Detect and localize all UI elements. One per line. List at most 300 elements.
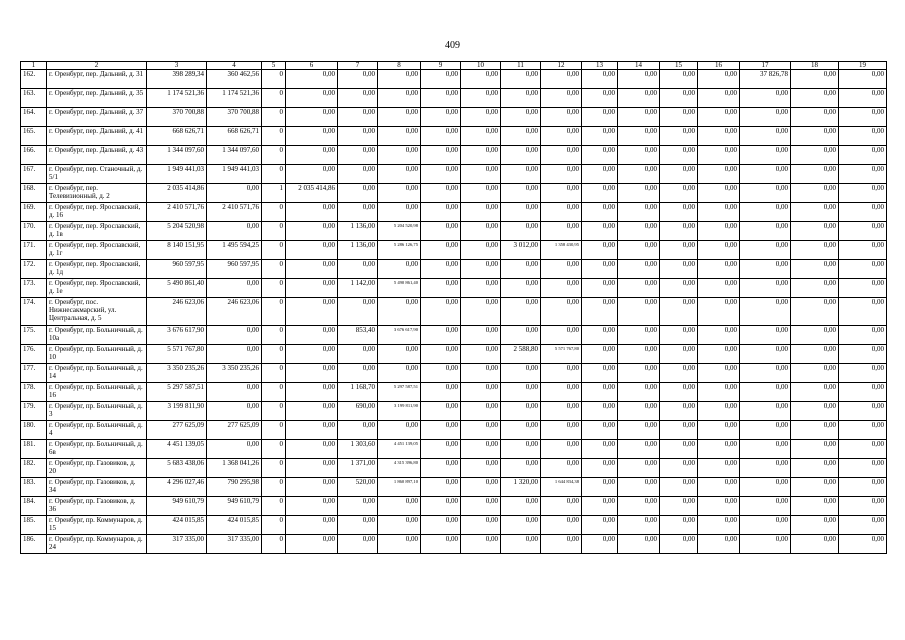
value-cell: 0,00 (618, 165, 660, 184)
row-number: 165. (21, 127, 47, 146)
row-number: 162. (21, 70, 47, 89)
column-number: 10 (461, 62, 501, 70)
value-cell: 0,00 (698, 364, 740, 383)
row-number: 176. (21, 345, 47, 364)
value-cell: 0,00 (839, 165, 887, 184)
value-cell: 0,00 (618, 241, 660, 260)
address-cell: г. Оренбург, пр. Больничный, д. 4 (47, 421, 147, 440)
value-cell: 0,00 (461, 184, 501, 203)
value-cell: 0,00 (541, 402, 582, 421)
column-number: 8 (378, 62, 421, 70)
column-number: 13 (582, 62, 618, 70)
value-cell: 0,00 (378, 184, 421, 203)
value-cell: 0,00 (207, 222, 262, 241)
value-cell: 3 676 617,90 (147, 326, 207, 345)
value-cell: 0,00 (582, 89, 618, 108)
value-cell: 0,00 (378, 497, 421, 516)
table-row (21, 497, 887, 516)
value-cell: 0,00 (660, 345, 698, 364)
address-cell: г. Оренбург, пр. Больничный, д. 10а (47, 326, 147, 345)
value-cell: 0,00 (740, 345, 791, 364)
value-cell: 0,00 (501, 383, 541, 402)
column-number: 19 (839, 62, 887, 70)
row-number: 171. (21, 241, 47, 260)
address-cell: г. Оренбург, пос. Нижнесакмарский, ул. Центральная, д. 5 (47, 298, 147, 326)
row-number: 177. (21, 364, 47, 383)
value-cell: 0,00 (461, 165, 501, 184)
value-cell: 1 136,00 (338, 241, 378, 260)
value-cell: 0,00 (660, 383, 698, 402)
value-cell: 5 571 767,80 (541, 345, 582, 364)
value-cell: 0,00 (378, 298, 421, 326)
value-cell: 0,00 (618, 89, 660, 108)
column-number: 11 (501, 62, 541, 70)
column-number: 18 (791, 62, 839, 70)
row-number: 186. (21, 535, 47, 554)
value-cell: 668 626,71 (207, 127, 262, 146)
value-cell: 0,00 (582, 108, 618, 127)
value-cell: 0,00 (541, 184, 582, 203)
value-cell: 0,00 (698, 222, 740, 241)
value-cell: 0,00 (740, 440, 791, 459)
value-cell: 0 (262, 222, 286, 241)
value-cell: 0,00 (660, 478, 698, 497)
value-cell: 0,00 (207, 383, 262, 402)
value-cell: 0,00 (582, 402, 618, 421)
value-cell: 0,00 (286, 279, 338, 298)
value-cell: 0,00 (791, 279, 839, 298)
value-cell: 0,00 (618, 478, 660, 497)
value-cell: 0,00 (541, 146, 582, 165)
value-cell: 0,00 (582, 146, 618, 165)
value-cell: 0,00 (698, 497, 740, 516)
value-cell: 0,00 (338, 184, 378, 203)
value-cell: 0,00 (541, 89, 582, 108)
value-cell: 0,00 (740, 184, 791, 203)
value-cell: 2 035 414,86 (286, 184, 338, 203)
address-cell: г. Оренбург, пр. Больничный, д. 10 (47, 345, 147, 364)
value-cell: 0,00 (740, 516, 791, 535)
value-cell: 0,00 (660, 364, 698, 383)
value-cell: 0,00 (582, 516, 618, 535)
row-number: 173. (21, 279, 47, 298)
value-cell: 0,00 (839, 279, 887, 298)
value-cell: 4 315 396,80 (378, 459, 421, 478)
value-cell: 0,00 (378, 260, 421, 279)
value-cell: 0,00 (698, 146, 740, 165)
value-cell: 0,00 (839, 127, 887, 146)
value-cell: 0 (262, 70, 286, 89)
address-cell: г. Оренбург, пер. Ярославский, д. 1в (47, 222, 147, 241)
value-cell: 1 174 521,36 (207, 89, 262, 108)
column-number: 16 (698, 62, 740, 70)
table-row (21, 222, 887, 241)
value-cell: 1 344 097,60 (207, 146, 262, 165)
value-cell: 0,00 (421, 260, 461, 279)
value-cell: 0,00 (618, 279, 660, 298)
value-cell: 0,00 (286, 165, 338, 184)
value-cell: 0,00 (618, 459, 660, 478)
value-cell: 1 320,00 (501, 478, 541, 497)
value-cell: 0,00 (791, 89, 839, 108)
value-cell: 0,00 (582, 364, 618, 383)
value-cell: 0,00 (618, 345, 660, 364)
value-cell: 0,00 (698, 184, 740, 203)
value-cell: 0,00 (839, 535, 887, 554)
value-cell: 0,00 (582, 70, 618, 89)
value-cell: 0,00 (461, 402, 501, 421)
value-cell: 0,00 (740, 497, 791, 516)
value-cell: 0,00 (618, 260, 660, 279)
value-cell: 0,00 (421, 279, 461, 298)
value-cell: 0,00 (791, 108, 839, 127)
value-cell: 0,00 (660, 89, 698, 108)
value-cell: 0,00 (839, 478, 887, 497)
value-cell: 0,00 (501, 440, 541, 459)
value-cell: 0,00 (660, 241, 698, 260)
address-cell: г. Оренбург, пер. Дальний, д. 41 (47, 127, 147, 146)
value-cell: 0,00 (501, 298, 541, 326)
value-cell: 0,00 (501, 108, 541, 127)
value-cell: 0,00 (839, 364, 887, 383)
value-cell: 0,00 (286, 535, 338, 554)
value-cell: 0,00 (338, 165, 378, 184)
value-cell: 0 (262, 497, 286, 516)
value-cell: 0,00 (618, 383, 660, 402)
address-cell: г. Оренбург, пер. Дальний, д. 37 (47, 108, 147, 127)
table-row (21, 421, 887, 440)
value-cell: 0 (262, 298, 286, 326)
value-cell: 1 168,70 (338, 383, 378, 402)
value-cell: 0,00 (378, 165, 421, 184)
value-cell: 0,00 (740, 326, 791, 345)
value-cell: 5 204 520,98 (378, 222, 421, 241)
value-cell: 0,00 (461, 535, 501, 554)
value-cell: 0,00 (791, 345, 839, 364)
address-cell: г. Оренбург, пр. Коммунаров, д. 15 (47, 516, 147, 535)
value-cell: 0,00 (582, 345, 618, 364)
value-cell: 0,00 (501, 402, 541, 421)
value-cell: 37 826,78 (740, 70, 791, 89)
value-cell: 0,00 (421, 70, 461, 89)
value-cell: 0,00 (421, 184, 461, 203)
address-cell: г. Оренбург, пер. Дальний, д. 43 (47, 146, 147, 165)
value-cell: 0,00 (541, 279, 582, 298)
value-cell: 949 610,79 (207, 497, 262, 516)
value-cell: 0,00 (740, 241, 791, 260)
value-cell: 0,00 (421, 383, 461, 402)
value-cell: 0,00 (618, 222, 660, 241)
value-cell: 1 142,00 (338, 279, 378, 298)
value-cell: 4 451 139,05 (378, 440, 421, 459)
value-cell: 370 700,88 (147, 108, 207, 127)
value-cell: 0,00 (338, 364, 378, 383)
value-cell: 0,00 (618, 440, 660, 459)
value-cell: 0,00 (286, 70, 338, 89)
value-cell: 0,00 (501, 326, 541, 345)
value-cell: 0,00 (791, 516, 839, 535)
value-cell: 0,00 (660, 108, 698, 127)
value-cell: 0,00 (421, 108, 461, 127)
address-cell: г. Оренбург, пр. Газовиков, д. 36 (47, 497, 147, 516)
value-cell: 1 358 430,95 (541, 241, 582, 260)
value-cell: 0,00 (740, 478, 791, 497)
table-row (21, 516, 887, 535)
value-cell: 0,00 (541, 459, 582, 478)
value-cell: 0,00 (660, 298, 698, 326)
value-cell: 0,00 (839, 222, 887, 241)
value-cell: 3 350 235,26 (207, 364, 262, 383)
value-cell: 0,00 (461, 364, 501, 383)
value-cell: 0,00 (740, 298, 791, 326)
value-cell: 0,00 (461, 440, 501, 459)
table-row (21, 402, 887, 421)
value-cell: 0,00 (338, 497, 378, 516)
table-row (21, 127, 887, 146)
value-cell: 0,00 (338, 516, 378, 535)
value-cell: 0,00 (421, 241, 461, 260)
value-cell: 0,00 (378, 345, 421, 364)
value-cell: 0,00 (421, 535, 461, 554)
value-cell: 0,00 (286, 127, 338, 146)
value-cell: 1 174 521,36 (147, 89, 207, 108)
value-cell: 0,00 (421, 146, 461, 165)
address-cell: г. Оренбург, пр. Больничный, д. 14 (47, 364, 147, 383)
value-cell: 0,00 (791, 459, 839, 478)
value-cell: 5 297 587,51 (378, 383, 421, 402)
value-cell: 0,00 (660, 421, 698, 440)
value-cell: 0,00 (791, 241, 839, 260)
value-cell: 0,00 (698, 260, 740, 279)
value-cell: 0,00 (501, 127, 541, 146)
value-cell: 0,00 (461, 421, 501, 440)
address-cell: г. Оренбург, пр. Больничный, д. 3 (47, 402, 147, 421)
address-cell: г. Оренбург, пр. Больничный, д. 16 (47, 383, 147, 402)
value-cell: 0,00 (740, 402, 791, 421)
value-cell: 0,00 (740, 383, 791, 402)
value-cell: 0,00 (541, 497, 582, 516)
row-number: 168. (21, 184, 47, 203)
value-cell: 0,00 (421, 497, 461, 516)
value-cell: 0,00 (207, 440, 262, 459)
value-cell: 5 683 438,06 (147, 459, 207, 478)
value-cell: 0,00 (791, 127, 839, 146)
address-cell: г. Оренбург, пер. Станочный, д. 5/1 (47, 165, 147, 184)
column-number: 2 (47, 62, 147, 70)
value-cell: 0,00 (286, 345, 338, 364)
value-cell: 0,00 (740, 89, 791, 108)
value-cell: 0,00 (378, 364, 421, 383)
value-cell: 0,00 (378, 535, 421, 554)
row-number: 167. (21, 165, 47, 184)
value-cell: 0 (262, 364, 286, 383)
value-cell: 690,00 (338, 402, 378, 421)
table-row (21, 535, 887, 554)
row-number: 183. (21, 478, 47, 497)
value-cell: 0,00 (740, 279, 791, 298)
value-cell: 0,00 (501, 89, 541, 108)
table-row (21, 241, 887, 260)
value-cell: 0,00 (582, 459, 618, 478)
value-cell: 0,00 (421, 89, 461, 108)
value-cell: 668 626,71 (147, 127, 207, 146)
value-cell: 1 368 041,26 (207, 459, 262, 478)
value-cell: 0,00 (791, 222, 839, 241)
value-cell: 0,00 (791, 402, 839, 421)
value-cell: 0,00 (618, 364, 660, 383)
value-cell: 0,00 (501, 535, 541, 554)
value-cell: 0,00 (660, 146, 698, 165)
value-cell: 1 303,60 (338, 440, 378, 459)
value-cell: 0,00 (791, 535, 839, 554)
value-cell: 0,00 (501, 146, 541, 165)
value-cell: 3 199 811,90 (147, 402, 207, 421)
table-row (21, 364, 887, 383)
value-cell: 0,00 (618, 516, 660, 535)
table-row (21, 184, 887, 203)
value-cell: 0,00 (791, 383, 839, 402)
value-cell: 0,00 (286, 497, 338, 516)
row-number: 163. (21, 89, 47, 108)
value-cell: 2 410 571,76 (207, 203, 262, 222)
value-cell: 0,00 (660, 516, 698, 535)
value-cell: 0,00 (501, 222, 541, 241)
address-cell: г. Оренбург, пер. Дальний, д. 31 (47, 70, 147, 89)
value-cell: 0 (262, 203, 286, 222)
row-number: 185. (21, 516, 47, 535)
row-number: 164. (21, 108, 47, 127)
value-cell: 0,00 (839, 184, 887, 203)
value-cell: 0,00 (338, 146, 378, 165)
value-cell: 0,00 (791, 146, 839, 165)
value-cell: 0,00 (839, 241, 887, 260)
value-cell: 0,00 (791, 497, 839, 516)
table-row (21, 108, 887, 127)
column-number: 3 (147, 62, 207, 70)
value-cell: 0,00 (461, 497, 501, 516)
table-row (21, 345, 887, 364)
value-cell: 0,00 (791, 70, 839, 89)
value-cell: 0,00 (461, 127, 501, 146)
value-cell: 0,00 (839, 402, 887, 421)
row-number: 174. (21, 298, 47, 326)
value-cell: 0,00 (541, 108, 582, 127)
value-cell: 0,00 (660, 260, 698, 279)
value-cell: 0,00 (698, 326, 740, 345)
table-row (21, 478, 887, 497)
value-cell: 0,00 (461, 260, 501, 279)
value-cell: 0,00 (660, 70, 698, 89)
value-cell: 0,00 (660, 184, 698, 203)
value-cell: 0,00 (207, 279, 262, 298)
address-cell: г. Оренбург, пр. Газовиков, д. 20 (47, 459, 147, 478)
value-cell: 0,00 (461, 89, 501, 108)
column-number: 6 (286, 62, 338, 70)
value-cell: 0,00 (286, 459, 338, 478)
value-cell: 0,00 (839, 516, 887, 535)
table-row (21, 298, 887, 326)
value-cell: 0,00 (286, 478, 338, 497)
value-cell: 0,00 (740, 364, 791, 383)
value-cell: 0,00 (338, 298, 378, 326)
value-cell: 0 (262, 127, 286, 146)
value-cell: 0,00 (338, 127, 378, 146)
value-cell: 0,00 (618, 184, 660, 203)
value-cell: 0,00 (698, 478, 740, 497)
value-cell: 398 289,34 (147, 70, 207, 89)
column-number: 14 (618, 62, 660, 70)
value-cell: 0,00 (791, 364, 839, 383)
address-cell: г. Оренбург, пр. Коммунаров, д. 24 (47, 535, 147, 554)
value-cell: 0,00 (839, 70, 887, 89)
value-cell: 0,00 (286, 421, 338, 440)
value-cell: 2 035 414,86 (147, 184, 207, 203)
value-cell: 0,00 (421, 345, 461, 364)
value-cell: 3 199 811,90 (378, 402, 421, 421)
address-cell: г. Оренбург, пер. Ярославский, д. 1е (47, 279, 147, 298)
value-cell: 0 (262, 516, 286, 535)
value-cell: 0,00 (839, 440, 887, 459)
value-cell: 0,00 (660, 165, 698, 184)
column-number: 9 (421, 62, 461, 70)
value-cell: 0,00 (618, 421, 660, 440)
address-cell: г. Оренбург, пер. Телевизионный, д. 2 (47, 184, 147, 203)
value-cell: 317 335,00 (207, 535, 262, 554)
value-cell: 0,00 (286, 326, 338, 345)
value-cell: 0,00 (286, 222, 338, 241)
value-cell: 0,00 (501, 364, 541, 383)
value-cell: 0 (262, 345, 286, 364)
column-number: 1 (21, 62, 47, 70)
value-cell: 0,00 (461, 241, 501, 260)
value-cell: 0,00 (541, 203, 582, 222)
address-cell: г. Оренбург, пр. Больничный, д. 6в (47, 440, 147, 459)
value-cell: 0,00 (698, 383, 740, 402)
value-cell: 0,00 (541, 421, 582, 440)
value-cell: 0,00 (461, 383, 501, 402)
column-number-row (21, 62, 887, 70)
value-cell: 0,00 (541, 326, 582, 345)
value-cell: 0,00 (839, 383, 887, 402)
value-cell: 0,00 (378, 146, 421, 165)
value-cell: 0,00 (541, 222, 582, 241)
value-cell: 277 625,09 (147, 421, 207, 440)
value-cell: 0 (262, 383, 286, 402)
value-cell: 0,00 (286, 260, 338, 279)
value-cell: 0,00 (501, 421, 541, 440)
address-cell: г. Оренбург, пр. Газовиков, д. 34 (47, 478, 147, 497)
value-cell: 1 949 441,03 (147, 165, 207, 184)
value-cell: 2 410 571,76 (147, 203, 207, 222)
value-cell: 0,00 (618, 146, 660, 165)
value-cell: 0,00 (582, 326, 618, 345)
value-cell: 0,00 (698, 459, 740, 478)
value-cell: 0,00 (207, 402, 262, 421)
row-number: 179. (21, 402, 47, 421)
value-cell: 0,00 (461, 279, 501, 298)
column-number: 15 (660, 62, 698, 70)
value-cell: 0,00 (698, 298, 740, 326)
column-number: 17 (740, 62, 791, 70)
row-number: 180. (21, 421, 47, 440)
value-cell: 0,00 (501, 516, 541, 535)
value-cell: 0,00 (541, 440, 582, 459)
value-cell: 0,00 (660, 459, 698, 478)
value-cell: 0,00 (286, 89, 338, 108)
value-cell: 0,00 (740, 535, 791, 554)
value-cell: 0,00 (839, 260, 887, 279)
value-cell: 0,00 (421, 222, 461, 241)
